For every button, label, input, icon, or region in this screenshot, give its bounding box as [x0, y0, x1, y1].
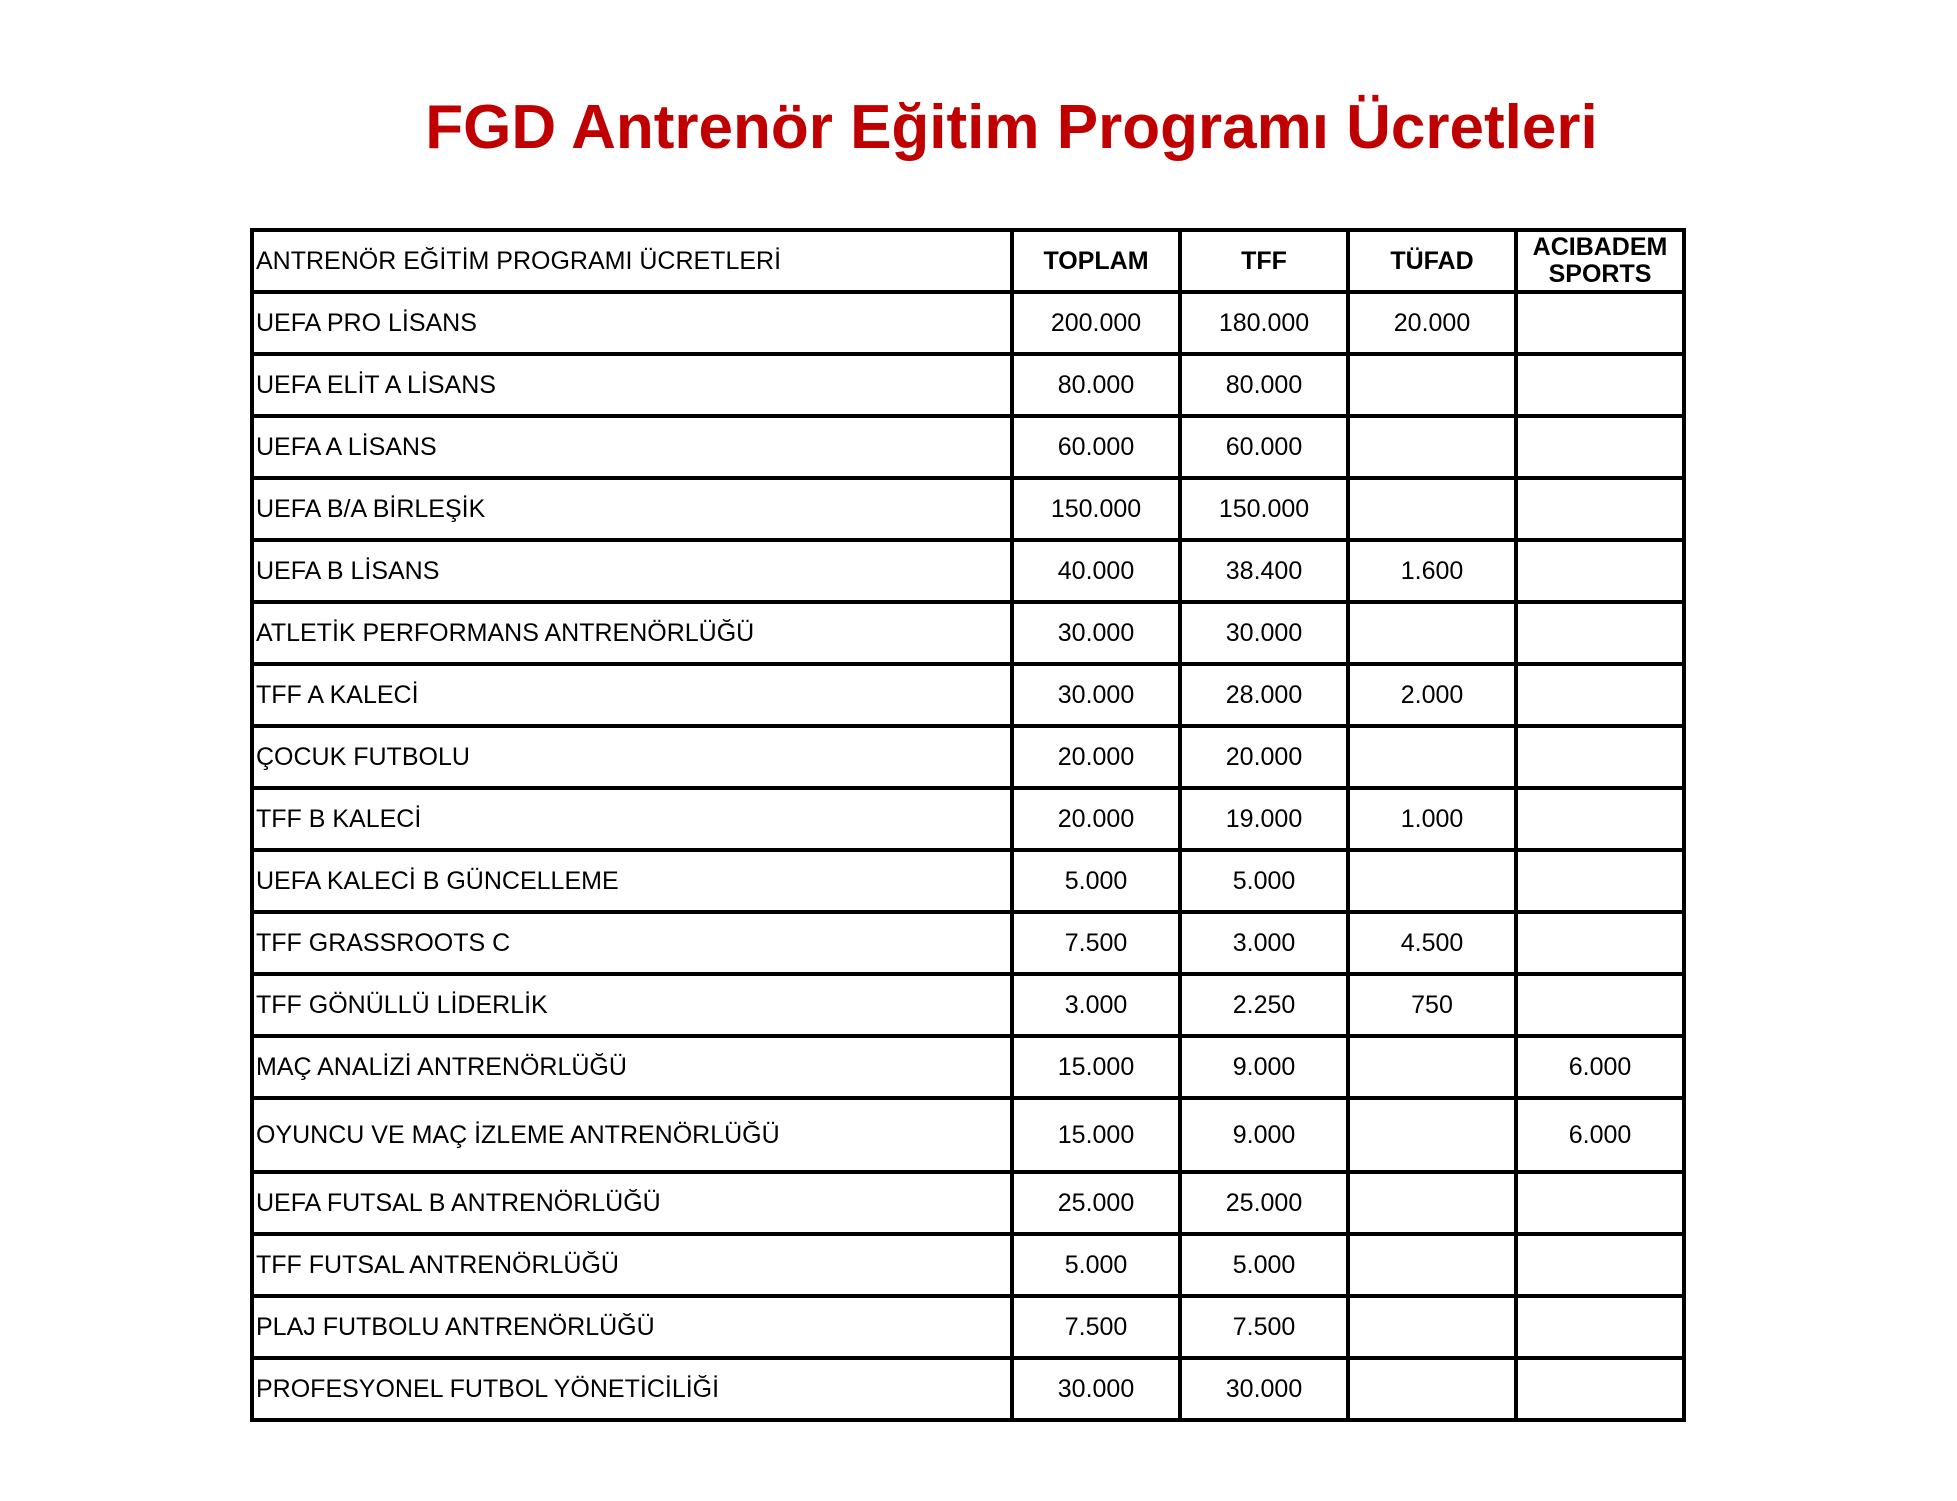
- tff-cell: 2.250: [1180, 974, 1348, 1036]
- program-name-cell: ÇOCUK FUTBOLU: [252, 726, 1012, 788]
- toplam-cell: 150.000: [1012, 478, 1180, 540]
- tff-cell: 38.400: [1180, 540, 1348, 602]
- tff-cell: 60.000: [1180, 416, 1348, 478]
- program-name-cell: UEFA A LİSANS: [252, 416, 1012, 478]
- program-name-cell: TFF GRASSROOTS C: [252, 912, 1012, 974]
- tufad-cell: [1348, 1358, 1516, 1420]
- acibadem-sports-cell: [1516, 912, 1684, 974]
- toplam-cell: 30.000: [1012, 602, 1180, 664]
- program-name-cell: UEFA PRO LİSANS: [252, 292, 1012, 354]
- toplam-cell: 15.000: [1012, 1098, 1180, 1172]
- tff-cell: 19.000: [1180, 788, 1348, 850]
- header-acibadem-sports: ACIBADEM SPORTS: [1516, 230, 1684, 292]
- table-row: [252, 602, 1684, 664]
- program-name-cell: MAÇ ANALİZİ ANTRENÖRLÜĞÜ: [252, 1036, 1012, 1098]
- tff-cell: 28.000: [1180, 664, 1348, 726]
- toplam-cell: 3.000: [1012, 974, 1180, 1036]
- tufad-cell: [1348, 726, 1516, 788]
- table-row: [252, 478, 1684, 540]
- table-row: [252, 974, 1684, 1036]
- tufad-cell: 2.000: [1348, 664, 1516, 726]
- tff-cell: 30.000: [1180, 602, 1348, 664]
- tufad-cell: [1348, 1098, 1516, 1172]
- tff-cell: 25.000: [1180, 1172, 1348, 1234]
- tufad-cell: [1348, 354, 1516, 416]
- acibadem-sports-cell: [1516, 602, 1684, 664]
- toplam-cell: 7.500: [1012, 1296, 1180, 1358]
- tufad-cell: 1.600: [1348, 540, 1516, 602]
- table-row: [252, 416, 1684, 478]
- acibadem-sports-cell: [1516, 1234, 1684, 1296]
- tff-cell: 150.000: [1180, 478, 1348, 540]
- table-row: [252, 788, 1684, 850]
- acibadem-sports-cell: [1516, 850, 1684, 912]
- toplam-cell: 20.000: [1012, 788, 1180, 850]
- acibadem-sports-cell: 6.000: [1516, 1036, 1684, 1098]
- tufad-cell: [1348, 1036, 1516, 1098]
- page-title: FGD Antrenör Eğitim Programı Ücretleri: [425, 93, 1598, 162]
- toplam-cell: 60.000: [1012, 416, 1180, 478]
- program-name-cell: TFF A KALECİ: [252, 664, 1012, 726]
- tff-cell: 30.000: [1180, 1358, 1348, 1420]
- acibadem-sports-cell: 6.000: [1516, 1098, 1684, 1172]
- tufad-cell: 4.500: [1348, 912, 1516, 974]
- program-name-cell: UEFA B LİSANS: [252, 540, 1012, 602]
- table-row: [252, 354, 1684, 416]
- acibadem-sports-cell: [1516, 416, 1684, 478]
- tff-cell: 5.000: [1180, 1234, 1348, 1296]
- program-name-cell: UEFA ELİT A LİSANS: [252, 354, 1012, 416]
- header-tff: TFF: [1180, 230, 1348, 292]
- tff-cell: 3.000: [1180, 912, 1348, 974]
- program-name-cell: TFF B KALECİ: [252, 788, 1012, 850]
- toplam-cell: 15.000: [1012, 1036, 1180, 1098]
- table-header-row: [252, 230, 1684, 292]
- toplam-cell: 30.000: [1012, 1358, 1180, 1420]
- table-body: [252, 292, 1684, 1420]
- table-row: [252, 540, 1684, 602]
- tff-cell: 180.000: [1180, 292, 1348, 354]
- tff-cell: 7.500: [1180, 1296, 1348, 1358]
- tufad-cell: [1348, 416, 1516, 478]
- table-row: [252, 1358, 1684, 1420]
- table-row: [252, 912, 1684, 974]
- acibadem-sports-cell: [1516, 1172, 1684, 1234]
- program-name-cell: ATLETİK PERFORMANS ANTRENÖRLÜĞÜ: [252, 602, 1012, 664]
- tff-cell: 9.000: [1180, 1098, 1348, 1172]
- tff-cell: 80.000: [1180, 354, 1348, 416]
- tufad-cell: [1348, 602, 1516, 664]
- program-name-cell: OYUNCU VE MAÇ İZLEME ANTRENÖRLÜĞÜ: [252, 1098, 1012, 1172]
- tufad-cell: [1348, 478, 1516, 540]
- table-row: [252, 1036, 1684, 1098]
- table-row: [252, 1234, 1684, 1296]
- acibadem-sports-cell: [1516, 354, 1684, 416]
- acibadem-sports-cell: [1516, 1296, 1684, 1358]
- toplam-cell: 40.000: [1012, 540, 1180, 602]
- tufad-cell: 20.000: [1348, 292, 1516, 354]
- table-row: [252, 850, 1684, 912]
- toplam-cell: 80.000: [1012, 354, 1180, 416]
- tff-cell: 20.000: [1180, 726, 1348, 788]
- acibadem-sports-cell: [1516, 974, 1684, 1036]
- toplam-cell: 5.000: [1012, 1234, 1180, 1296]
- tufad-cell: [1348, 850, 1516, 912]
- table-row: [252, 664, 1684, 726]
- table-row: [252, 1296, 1684, 1358]
- table-row: [252, 1098, 1684, 1172]
- header-tufad: TÜFAD: [1348, 230, 1516, 292]
- header-program: ANTRENÖR EĞİTİM PROGRAMI ÜCRETLERİ: [252, 230, 1012, 292]
- acibadem-sports-cell: [1516, 478, 1684, 540]
- tufad-cell: 1.000: [1348, 788, 1516, 850]
- acibadem-sports-cell: [1516, 540, 1684, 602]
- tufad-cell: [1348, 1296, 1516, 1358]
- tff-cell: 9.000: [1180, 1036, 1348, 1098]
- table-row: [252, 292, 1684, 354]
- toplam-cell: 20.000: [1012, 726, 1180, 788]
- table-row: [252, 726, 1684, 788]
- program-name-cell: UEFA B/A BİRLEŞİK: [252, 478, 1012, 540]
- acibadem-sports-cell: [1516, 664, 1684, 726]
- program-name-cell: UEFA KALECİ B GÜNCELLEME: [252, 850, 1012, 912]
- program-name-cell: PLAJ FUTBOLU ANTRENÖRLÜĞÜ: [252, 1296, 1012, 1358]
- header-toplam: TOPLAM: [1012, 230, 1180, 292]
- fee-table: [250, 228, 1686, 1422]
- table-row: [252, 1172, 1684, 1234]
- acibadem-sports-cell: [1516, 1358, 1684, 1420]
- tufad-cell: [1348, 1172, 1516, 1234]
- toplam-cell: 5.000: [1012, 850, 1180, 912]
- toplam-cell: 25.000: [1012, 1172, 1180, 1234]
- tff-cell: 5.000: [1180, 850, 1348, 912]
- tufad-cell: [1348, 1234, 1516, 1296]
- acibadem-sports-cell: [1516, 726, 1684, 788]
- toplam-cell: 200.000: [1012, 292, 1180, 354]
- acibadem-sports-cell: [1516, 292, 1684, 354]
- program-name-cell: UEFA FUTSAL B ANTRENÖRLÜĞÜ: [252, 1172, 1012, 1234]
- acibadem-sports-cell: [1516, 788, 1684, 850]
- tufad-cell: 750: [1348, 974, 1516, 1036]
- toplam-cell: 30.000: [1012, 664, 1180, 726]
- program-name-cell: TFF FUTSAL ANTRENÖRLÜĞÜ: [252, 1234, 1012, 1296]
- program-name-cell: TFF GÖNÜLLÜ LİDERLİK: [252, 974, 1012, 1036]
- program-name-cell: PROFESYONEL FUTBOL YÖNETİCİLİĞİ: [252, 1358, 1012, 1420]
- toplam-cell: 7.500: [1012, 912, 1180, 974]
